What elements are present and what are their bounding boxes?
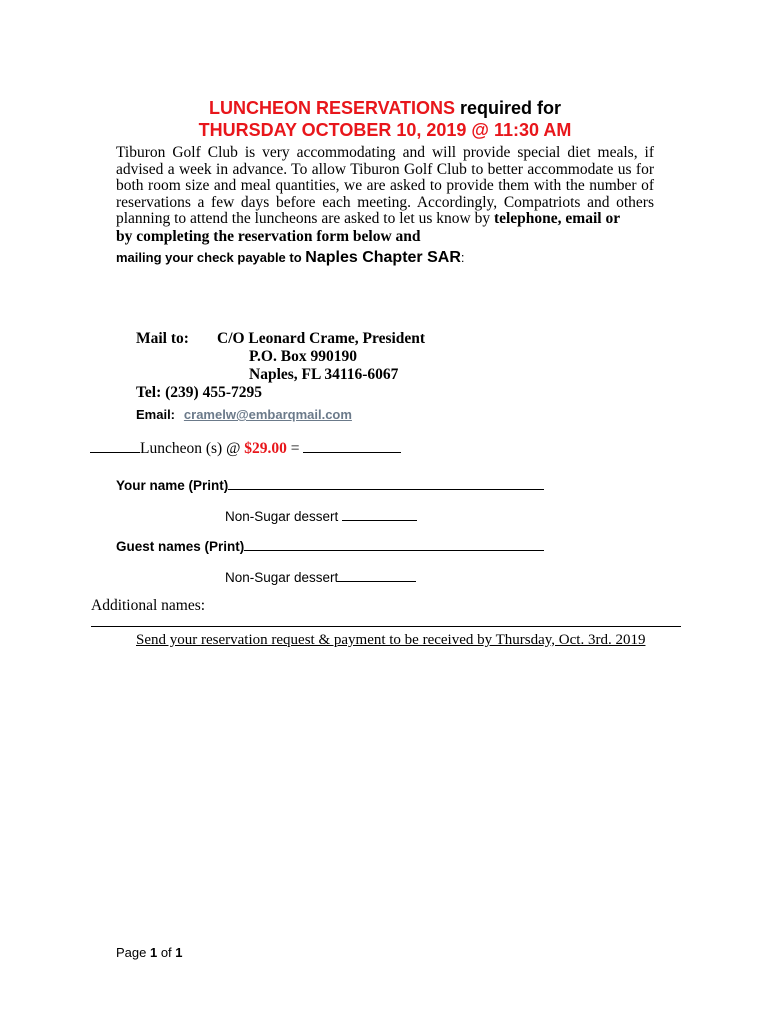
mailing-line [116,249,465,267]
page-middle: of [157,945,176,960]
guest-names-label: Guest names (Print) [116,539,245,554]
title-line [0,98,770,119]
email-label: Email: [136,407,176,422]
intro-body: Tiburon Golf Club is very accommodating and will provide special diet meals, if advised a week in advance. To allow Tiburon Golf Club to better accommodate us for both room size and meal quantities, we are asked to provide them with the number of reservations a few days before each meeting. Accordingly, Compatriots and others planning to attend the luncheons are asked to let us know by [116,144,654,228]
page-number [116,945,183,960]
dessert-row-1 [225,505,417,524]
email-link[interactable]: cramelw@embarqmail.com [183,407,352,422]
dessert-label-2: Non-Sugar dessert [225,570,339,585]
deadline-note: Send your reservation request & payment to be received by Thursday, Oct. 3rd. 2019 [136,632,646,648]
your-name-row [116,474,544,493]
additional-names-line[interactable] [91,626,681,627]
luncheon-text: Luncheon (s) @ [140,440,245,457]
page-total: 1 [175,945,183,960]
luncheon-equals: = [286,440,304,457]
luncheon-price: $29.00 [244,440,287,457]
luncheon-total-blank[interactable] [303,437,401,453]
page-current: 1 [149,945,158,960]
dessert-label-1: Non-Sugar dessert [225,509,343,524]
your-name-label: Your name (Print) [116,478,229,493]
title-suffix: required for [455,98,562,118]
guest-names-row [116,535,544,554]
dessert-row-2 [225,566,416,585]
intro-last-line: by completing the reservation form below and [116,228,421,245]
your-name-field[interactable] [228,474,544,490]
mail-to-label: Mail to: [136,330,189,347]
mailing-suffix: : [460,250,465,265]
additional-names-label: Additional names: [91,597,206,614]
intro-contact-methods: telephone, email or [493,210,621,228]
luncheon-count-blank[interactable] [90,437,140,453]
intro-paragraph [116,145,654,228]
payee-name: Naples Chapter SAR [305,249,461,266]
email-line [136,406,352,424]
address-line-1: C/O Leonard Crame, President [217,330,426,347]
address-line-2: P.O. Box 990190 [249,348,357,365]
event-date-line: THURSDAY OCTOBER 10, 2019 @ 11:30 AM [198,120,572,140]
title-red: LUNCHEON RESERVATIONS [208,98,455,118]
address-line-3: Naples, FL 34116-6067 [249,366,399,383]
dessert-field-2[interactable] [338,566,416,582]
page-prefix: Page [116,945,150,960]
luncheon-line [90,437,401,458]
mailing-prefix: mailing your check payable to [116,250,306,265]
dessert-field-1[interactable] [342,505,417,521]
guest-names-field[interactable] [244,535,544,551]
telephone: Tel: (239) 455-7295 [136,384,262,401]
